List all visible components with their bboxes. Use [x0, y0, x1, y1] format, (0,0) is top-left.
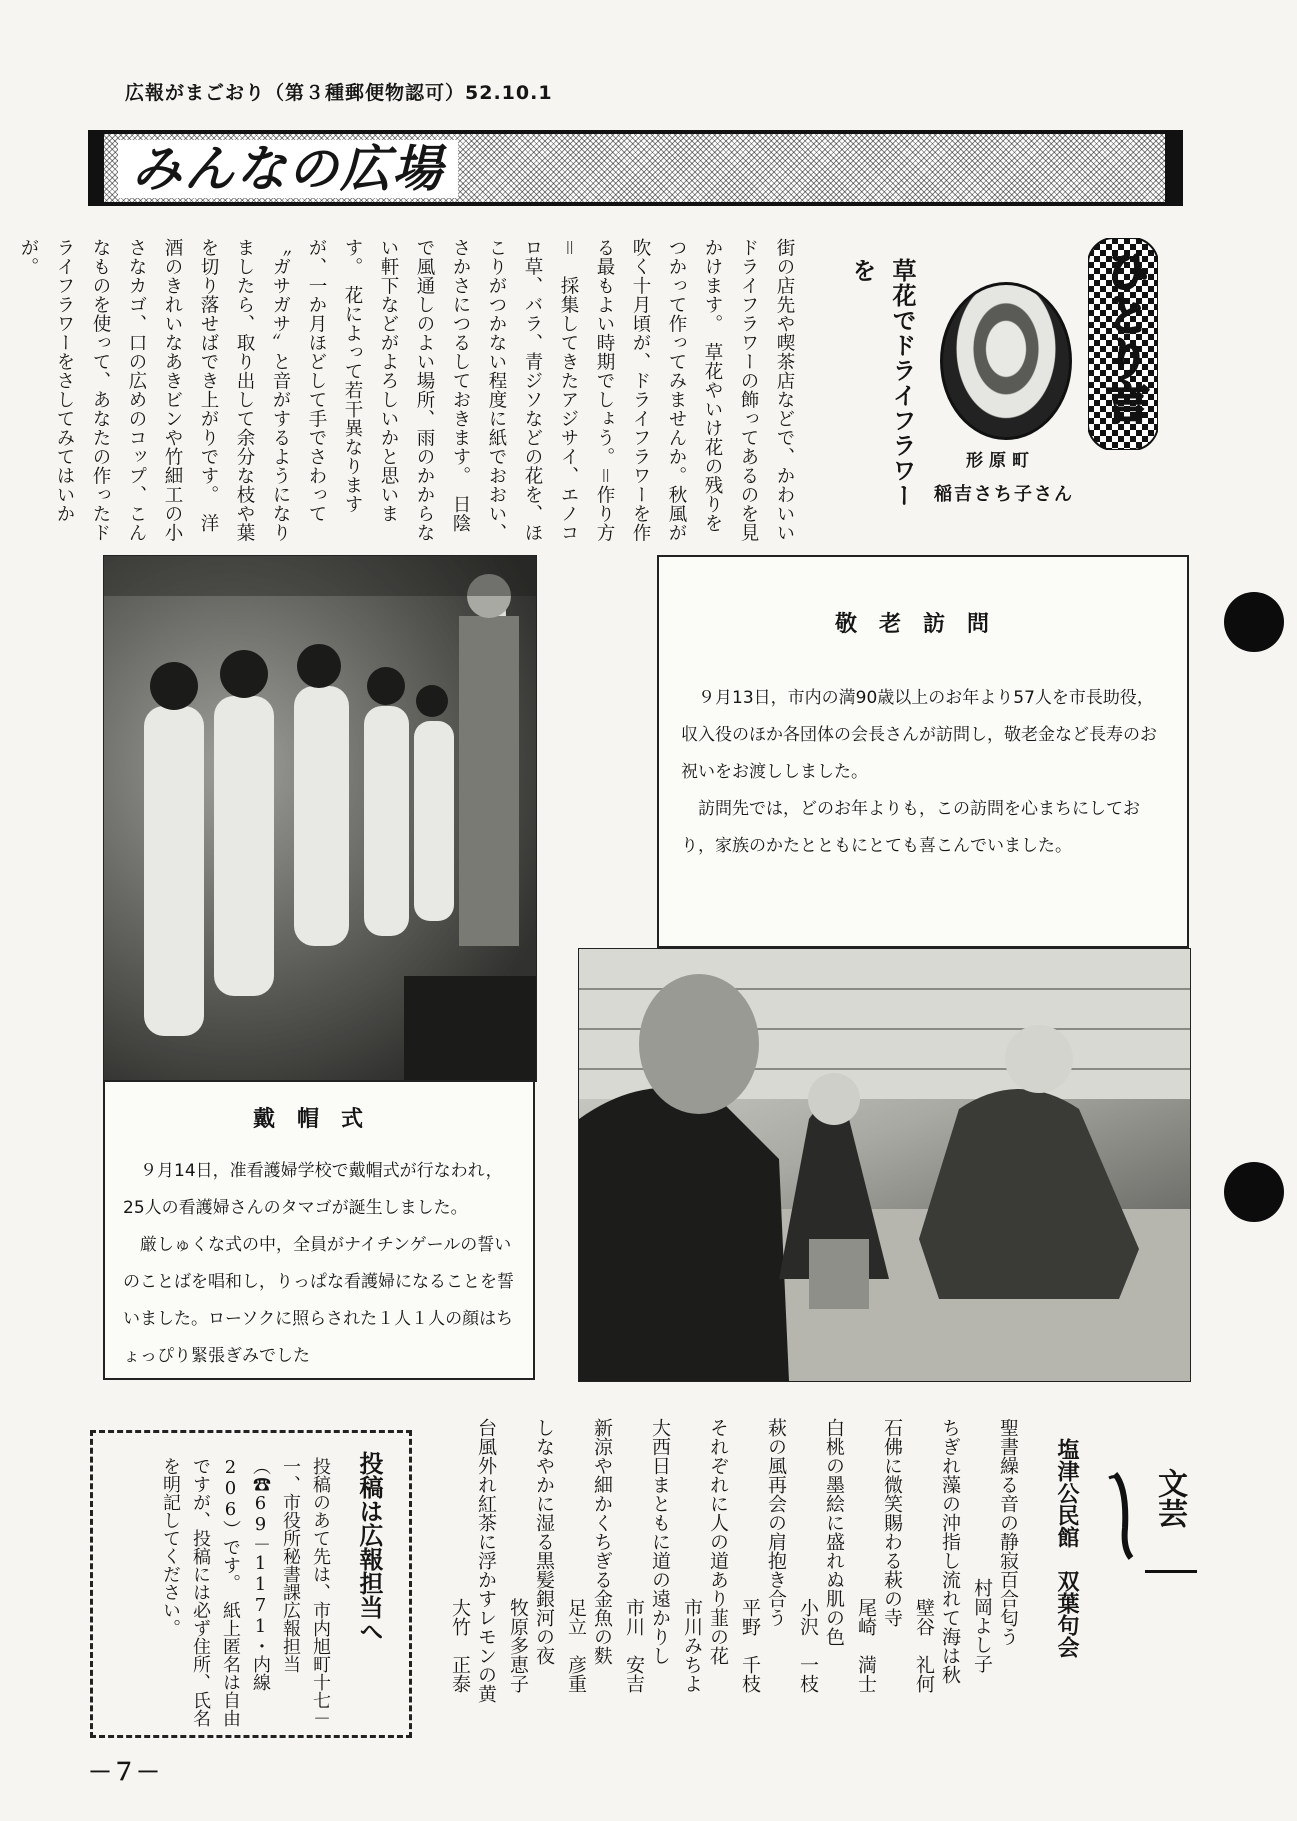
nurses-silhouette-icon — [104, 556, 536, 1081]
title-band-right-bar — [1165, 134, 1179, 202]
heading-underline — [1145, 1570, 1197, 1573]
elderly-visit-paragraph: 訪問先では，どのお年よりも，この訪問を心まちにしており，家族のかたとともにとても喜こんでいました。 — [681, 799, 1140, 856]
haiku-author: 小沢 一枝 — [797, 1598, 819, 1693]
section-title: みんなの広場 — [118, 140, 458, 198]
hitorigoto-body: 街の店先や喫茶店などで、かわいいドライフラワーの飾ってあるのを見かけます。 草花やいけ花の残りをつかって作ってみませんか。秋風が吹く十月頃が、ドライフラワーを作る最もよい時期でしょう。＝作り方＝ 採集してきたアジサイ、エノコロ草、バラ、青ジソなどの花を、ほこりがつかない程度に紙でおおい、さかさにつるしておきます。 日陰で風通しのよい場所、雨のかからない軒下などがよろしいかと思います。 花によって若干異なりますが、一か月ほどして手でさわって〝ガサガサ〟と音がするようになりましたら、取り出して余分な枝や葉を切り落せばでき上がりです。 洋酒のきれいなあきビンや竹細工の小さなカゴ、口の広めのコップ、こんなものを使って、あなたの作ったドライフラワーをさしてみてはいかが。 — [18, 238, 795, 542]
capping-ceremony-box — [103, 1080, 535, 1380]
publication-header: 広報がまごおり（第３種郵便物認可）52.10.1 — [125, 82, 553, 104]
haiku-line: 萩の風再会の肩抱き合う — [765, 1418, 787, 1627]
author-portrait — [940, 282, 1072, 440]
brush-icon — [1105, 1468, 1145, 1564]
haiku-author: 牧原多恵子 — [507, 1598, 529, 1693]
literature-heading-block — [1105, 1468, 1197, 1576]
haiku-line: しなやかに湿る黒髪銀河の夜 — [533, 1418, 555, 1665]
hitorigoto-title: 草花でドライフラワーを — [848, 258, 916, 508]
capping-ceremony-title: 戴帽式 — [252, 1107, 385, 1132]
elderly-visit-paragraph: ９月13日，市内の満90歳以上のお年より57人を市長助役，収入役のほか各団体の会長さんが訪問し，敬老金など長寿のお祝いをお渡ししました。 — [681, 688, 1157, 782]
visit-scene-icon — [579, 949, 1190, 1381]
elderly-visit-photo — [578, 948, 1191, 1382]
haiku-author: 尾崎 満士 — [855, 1598, 877, 1693]
haiku-line: 台風外れ紅茶に浮かすレモンの黄 — [475, 1418, 497, 1703]
haiku-author: 平野 千枝 — [739, 1598, 761, 1693]
elderly-visit-box — [657, 555, 1189, 948]
haiku-line: 石佛に微笑賜わる萩の寺 — [881, 1418, 903, 1627]
haiku-author: 足立 彦重 — [565, 1598, 587, 1693]
haiku-author: 市川みちよ — [681, 1598, 703, 1693]
submission-body: 投稿のあて先は、市内旭町十七－一、市役所秘書課広報担当（☎69－1171・内線206）です。 紙上匿名は自由ですが、投稿には必ず住所、氏名を明記してください。 — [160, 1457, 331, 1727]
submission-title: 投稿は広報担当へ — [355, 1451, 383, 1643]
literature-heading: 文芸 — [1152, 1468, 1187, 1528]
capping-ceremony-body — [123, 1153, 515, 1375]
haiku-author: 市川 安吉 — [623, 1598, 645, 1693]
submission-info-box — [90, 1430, 412, 1738]
author-name: 稲吉さち子さん — [934, 484, 1074, 505]
author-place: 形原町 — [966, 451, 1035, 471]
haiku-line: それぞれに人の道あり韮の花 — [707, 1418, 729, 1665]
haiku-list — [430, 1418, 1030, 1718]
haiku-author: 大竹 正泰 — [449, 1598, 471, 1693]
capping-ceremony-paragraph: ９月14日，准看護婦学校で戴帽式が行なわれ，25人の看護婦さんのタマゴが誕生しました。 — [123, 1161, 503, 1218]
elderly-visit-body — [681, 680, 1165, 865]
haiku-author: 壁谷 礼何 — [913, 1598, 935, 1693]
haiku-line: 白桃の墨絵に盛れぬ肌の色 — [823, 1418, 845, 1646]
hitorigoto-badge — [1088, 238, 1158, 450]
haiku-group-name: 塩津公民館 双葉句会 — [1054, 1438, 1079, 1658]
capping-ceremony-paragraph: 厳しゅくな式の中，全員がナイチンゲールの誓いのことばを唱和し，りっぱな看護婦になることを誓いました。ローソクに照らされた１人１人の顔はちょっぴり緊張ぎみでした — [123, 1235, 514, 1366]
haiku-line: 新涼や細かくちぎる金魚の麩 — [591, 1418, 613, 1665]
haiku-line: 聖書繰る音の静寂百合匂う — [997, 1418, 1019, 1646]
capping-ceremony-photo — [103, 555, 537, 1082]
title-band-left-bar — [92, 134, 104, 202]
binder-hole — [1224, 592, 1284, 652]
hitorigoto-badge-label: ひとり言 — [1098, 248, 1149, 424]
binder-hole — [1224, 1162, 1284, 1222]
haiku-line: ちぎれ藻の沖指し流れて海は秋 — [939, 1418, 961, 1684]
page-number: －７－ — [88, 1758, 160, 1786]
haiku-line: 大西日まともに道の遠かりし — [649, 1418, 671, 1665]
haiku-author: 村岡よし子 — [971, 1578, 993, 1673]
elderly-visit-title: 敬老訪問 — [834, 612, 1011, 637]
